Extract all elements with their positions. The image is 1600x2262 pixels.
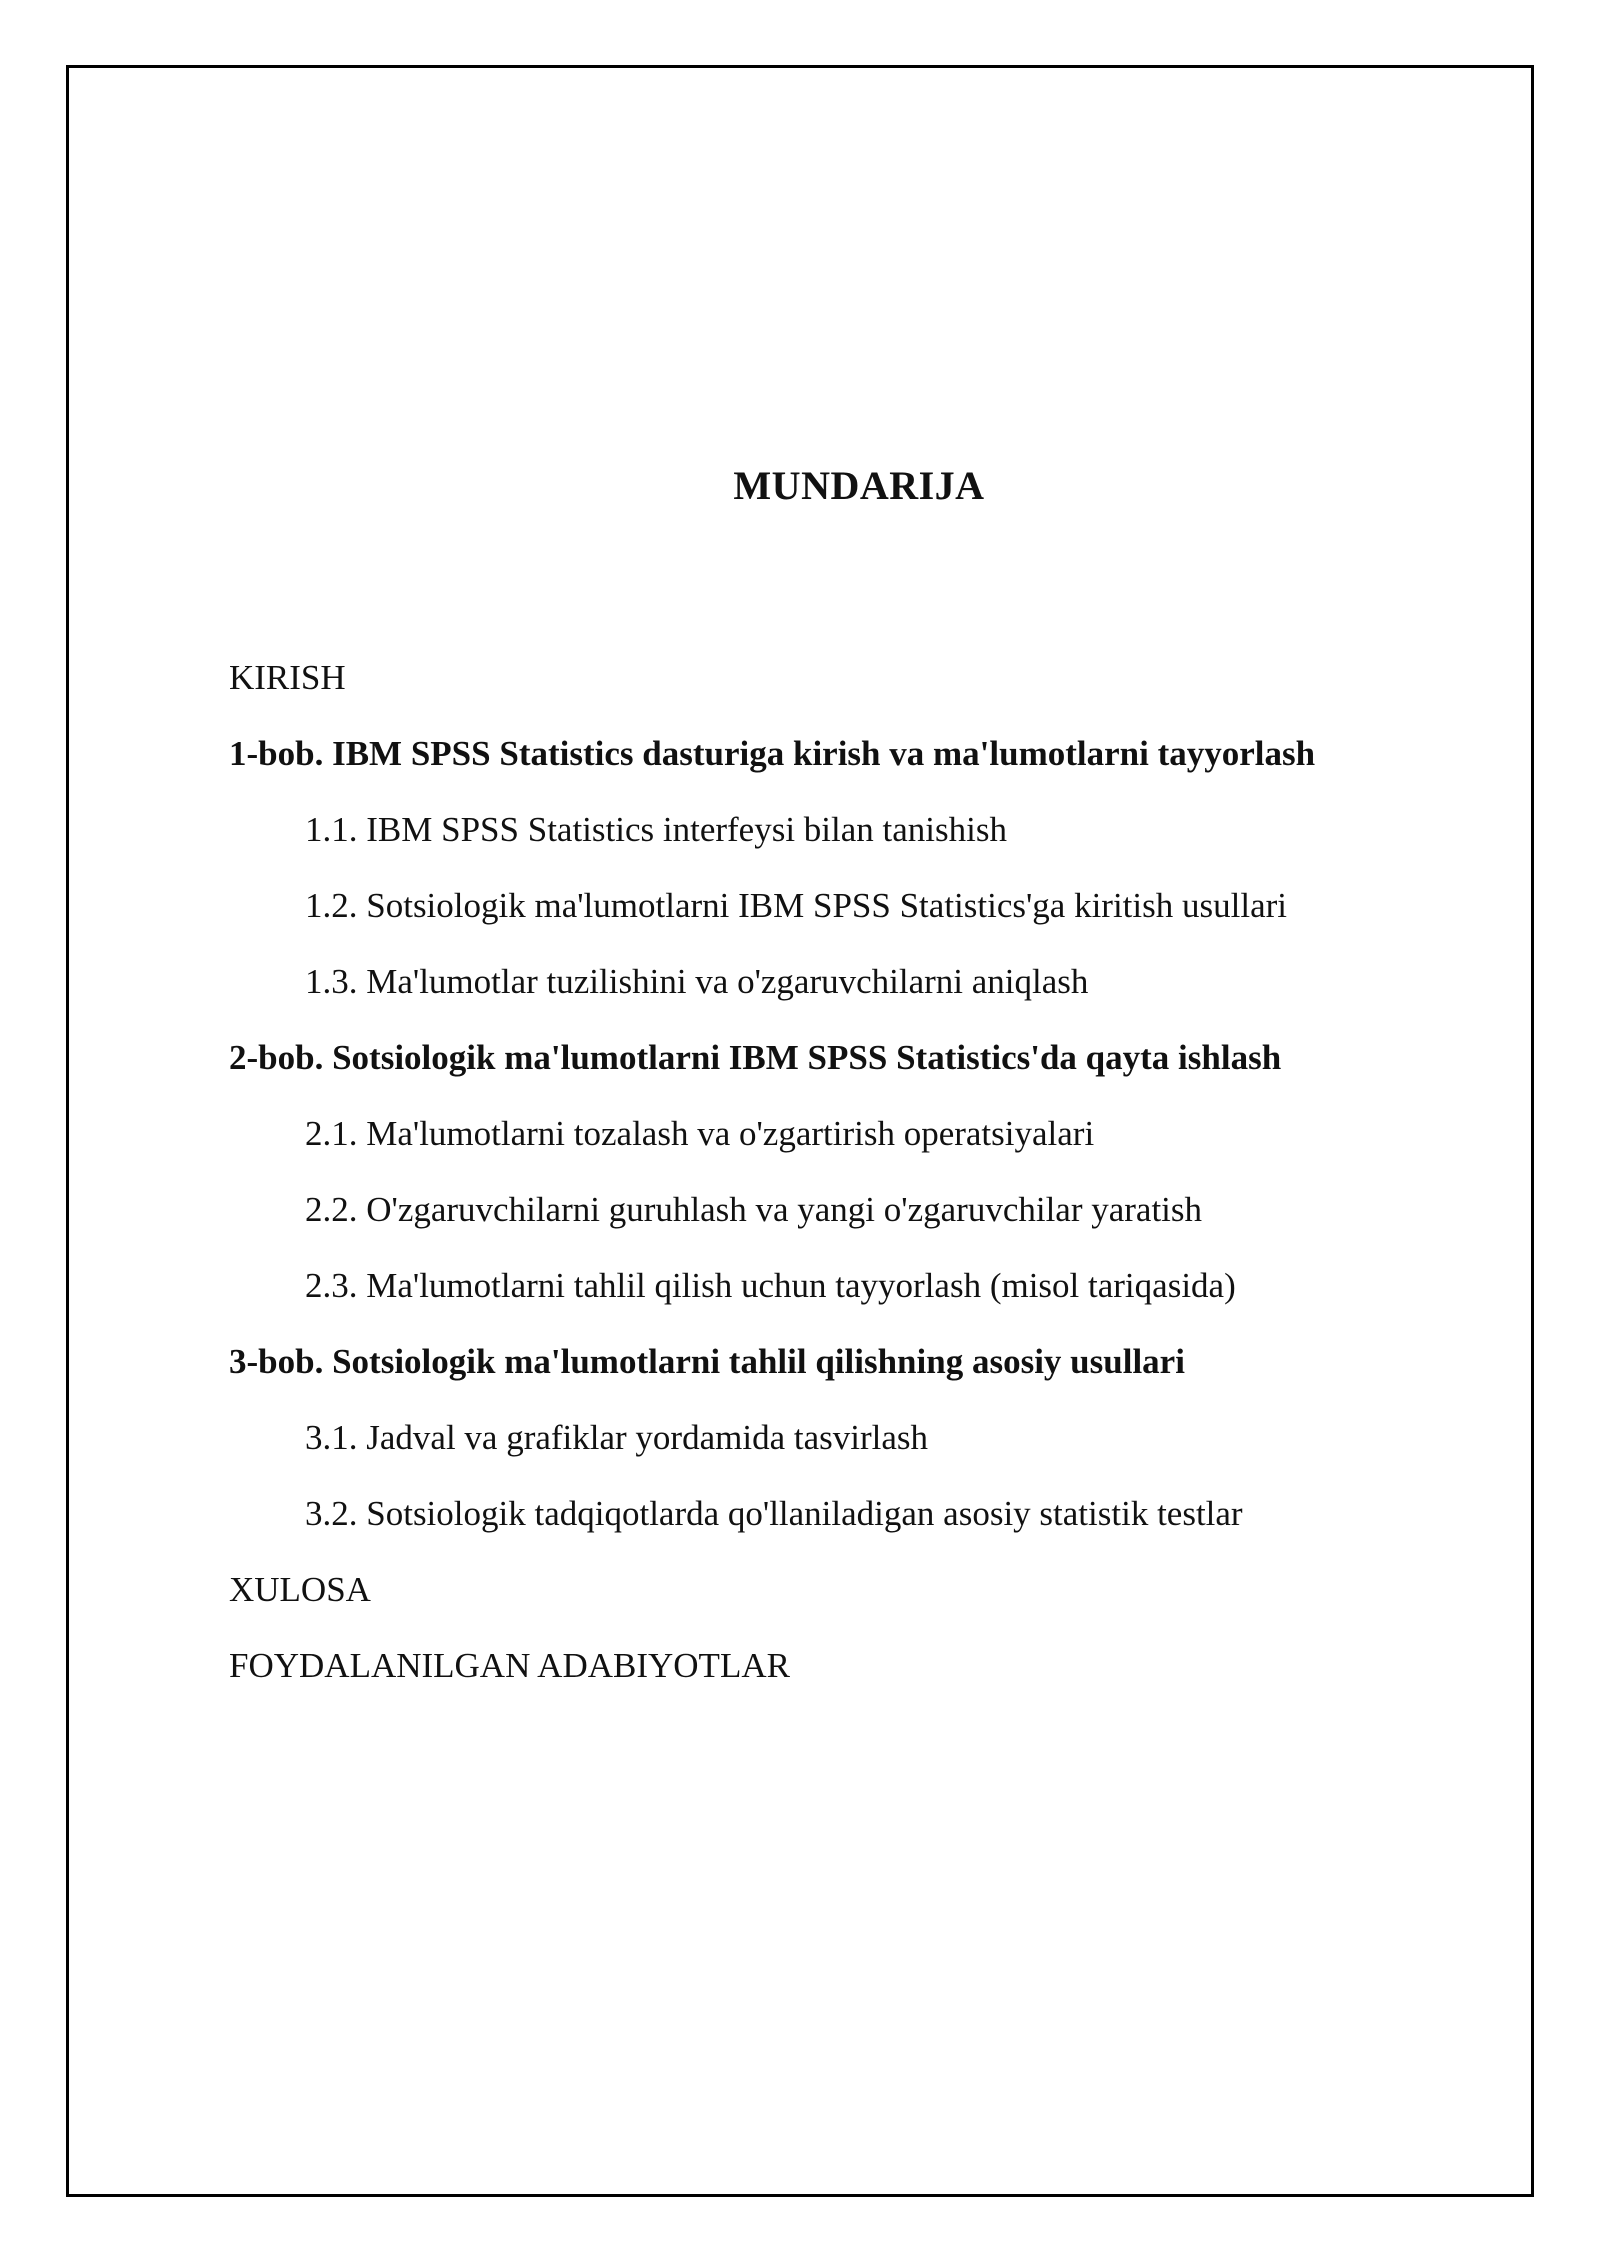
- table-of-contents: [229, 640, 1519, 1704]
- toc-section-2-2: 2.2. O'zgaruvchilarni guruhlash va yangi o'zgaruvchilar yaratish: [305, 1190, 1203, 1229]
- toc-entry-references: FOYDALANILGAN ADABIYOTLAR: [229, 1646, 790, 1685]
- page-title: MUNDARIJA: [733, 463, 985, 508]
- toc-chapter-2: 2-bob. Sotsiologik ma'lumotlarni IBM SPSS Statistics'da qayta ishlash: [229, 1038, 1282, 1077]
- toc-section-1-2: 1.2. Sotsiologik ma'lumotlarni IBM SPSS Statistics'ga kiritish usullari: [305, 886, 1287, 925]
- toc-chapter-3: 3-bob. Sotsiologik ma'lumotlarni tahlil qilishning asosiy usullari: [229, 1342, 1185, 1381]
- toc-section-1-1: 1.1. IBM SPSS Statistics interfeysi bilan tanishish: [305, 810, 1007, 849]
- toc-entry-conclusion: XULOSA: [229, 1570, 371, 1609]
- toc-section-3-2: 3.2. Sotsiologik tadqiqotlarda qo'llaniladigan asosiy statistik testlar: [305, 1494, 1243, 1533]
- toc-section-2-1: 2.1. Ma'lumotlarni tozalash va o'zgartirish operatsiyalari: [305, 1114, 1095, 1153]
- toc-chapter-1: 1-bob. IBM SPSS Statistics dasturiga kirish va ma'lumotlarni tayyorlash: [229, 734, 1316, 773]
- toc-section-1-3: 1.3. Ma'lumotlar tuzilishini va o'zgaruvchilarni aniqlash: [305, 962, 1089, 1001]
- toc-entry-introduction: KIRISH: [229, 658, 346, 697]
- toc-section-3-1: 3.1. Jadval va grafiklar yordamida tasvirlash: [305, 1418, 928, 1457]
- toc-section-2-3: 2.3. Ma'lumotlarni tahlil qilish uchun tayyorlash (misol tariqasida): [305, 1266, 1236, 1305]
